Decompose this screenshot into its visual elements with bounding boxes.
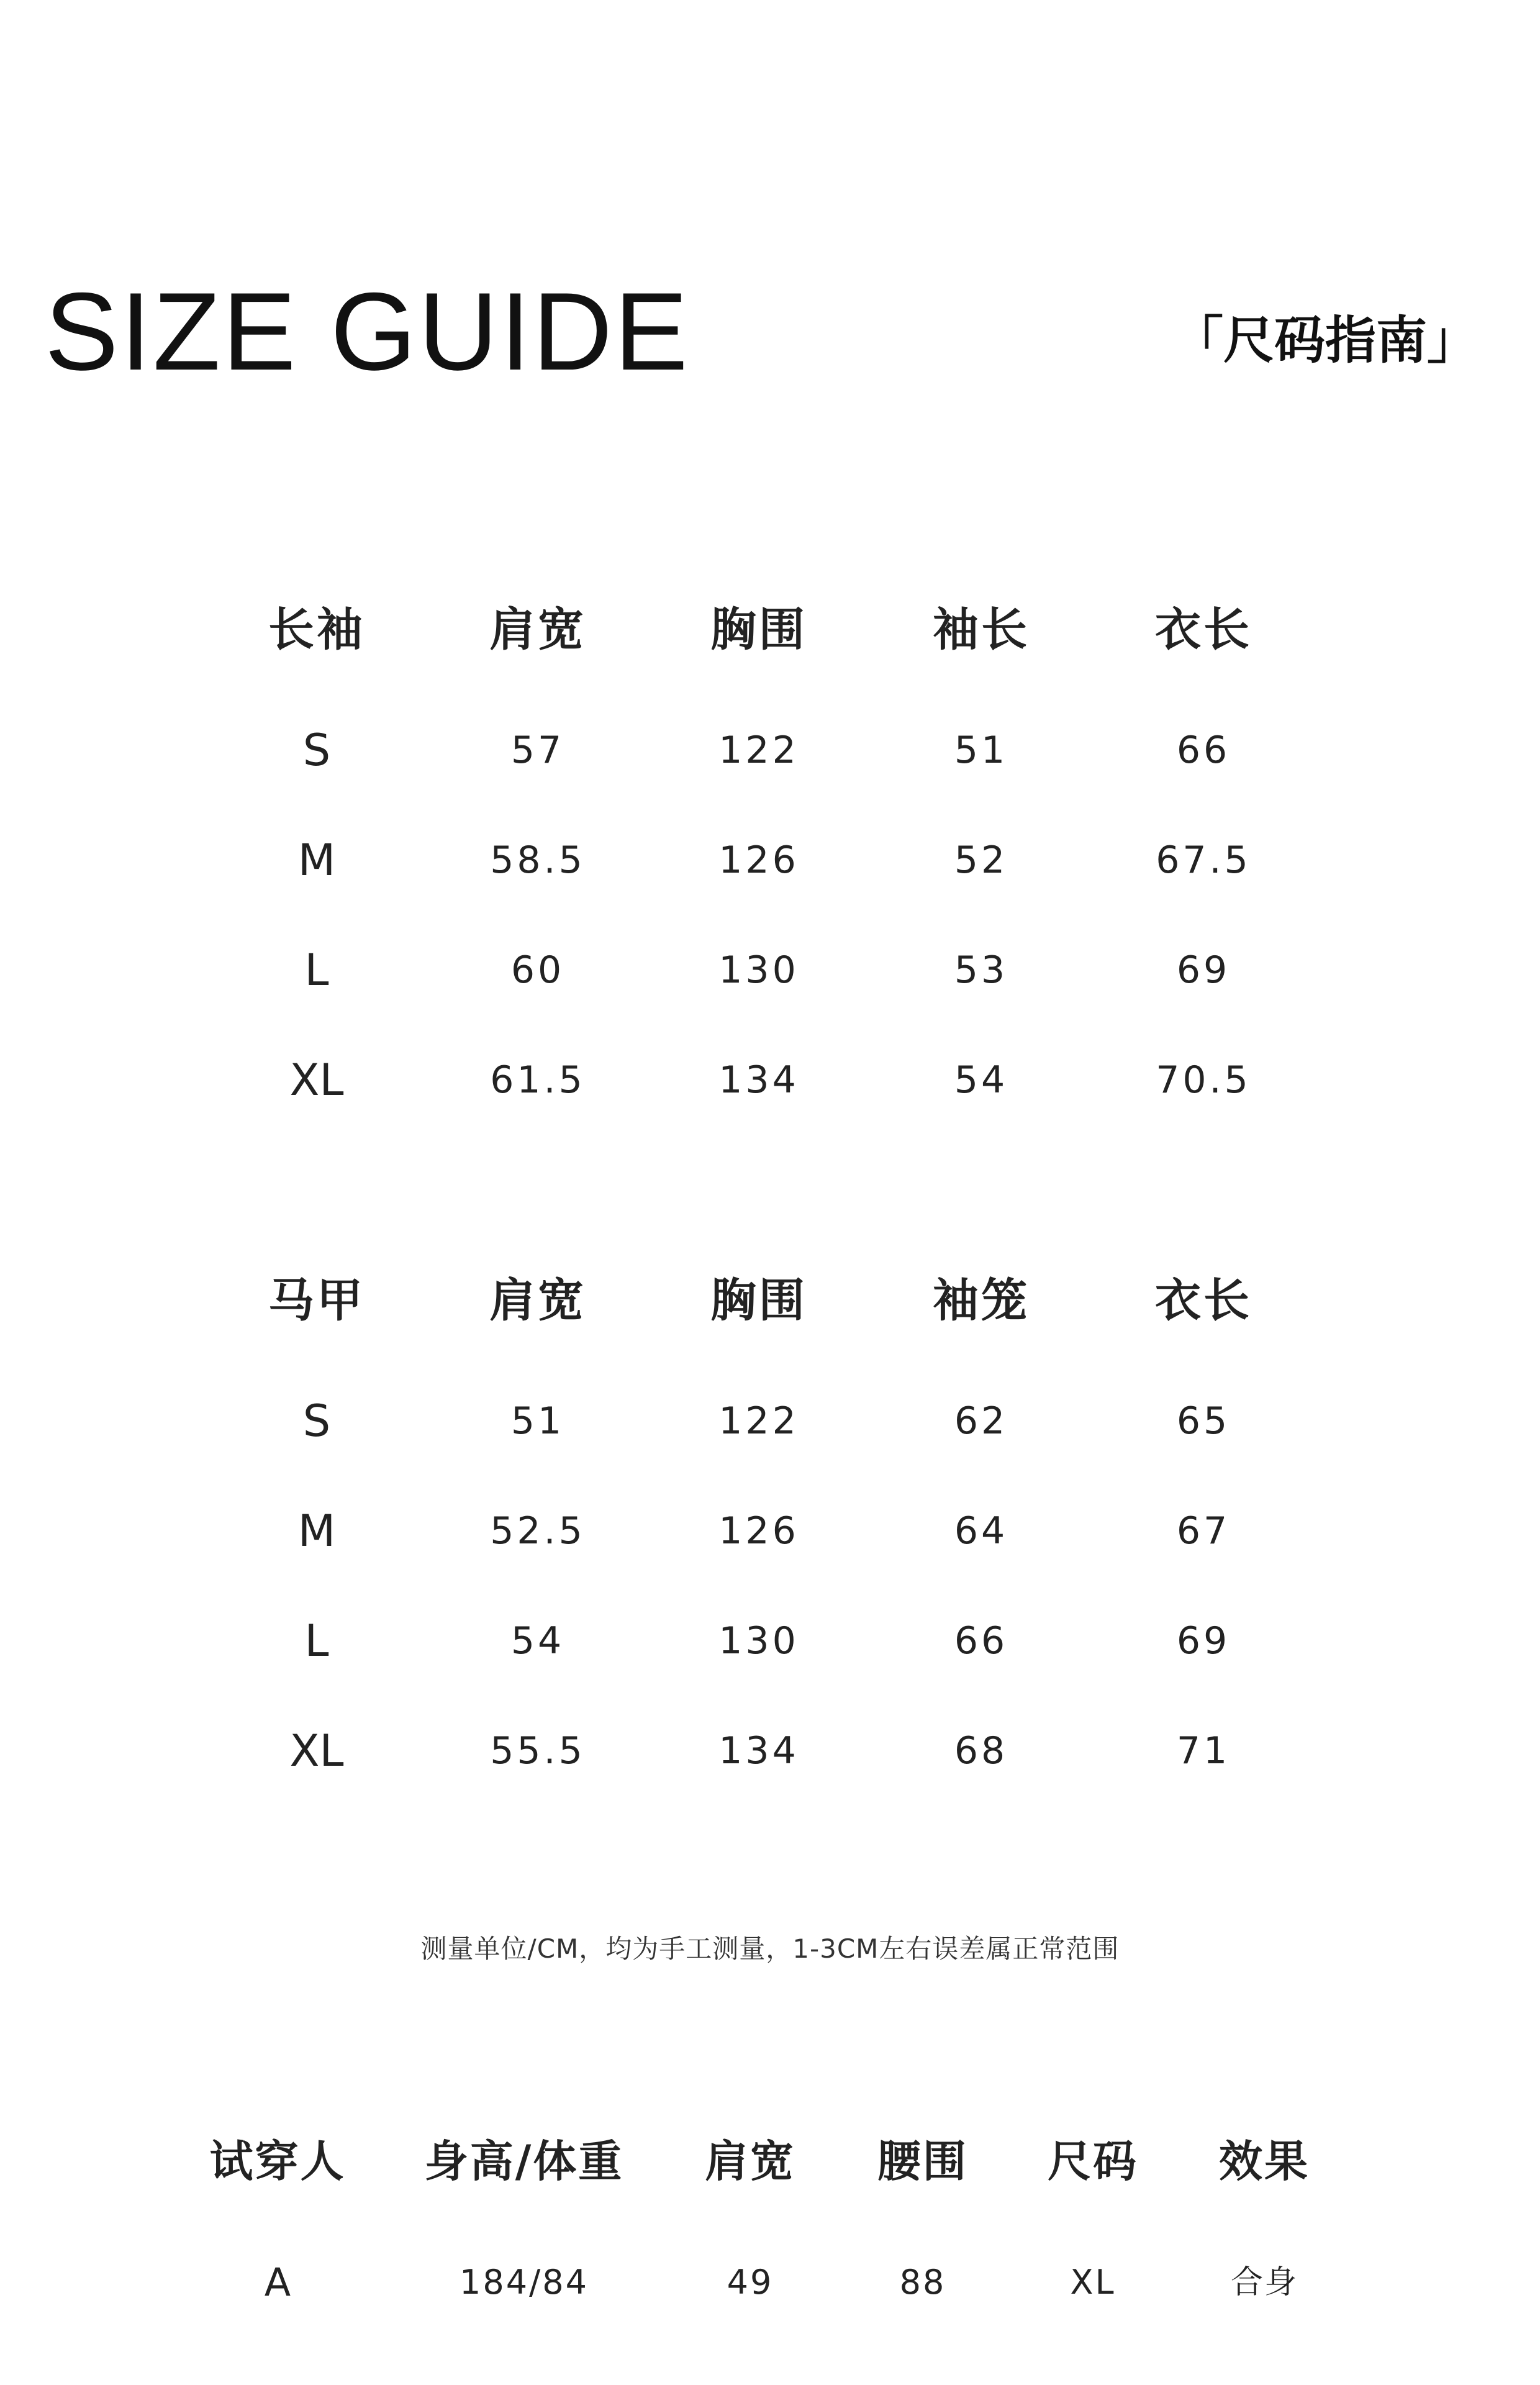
page-subtitle: 「尺码指南」 <box>1172 311 1478 370</box>
table-cell: 57 <box>510 729 565 772</box>
table-row <box>0 713 1540 788</box>
table-row <box>0 823 1540 897</box>
size-cell: S <box>302 1396 331 1447</box>
table-cell: 69 <box>1176 1619 1231 1663</box>
header-cell: 肩宽 <box>705 2136 795 2187</box>
table-cell: 184/84 <box>460 2263 589 2302</box>
header-cell: 衣长 <box>1155 1274 1252 1327</box>
table-header-row <box>0 593 1540 667</box>
table-cell: 66 <box>1176 729 1231 772</box>
header-cell: 衣长 <box>1155 603 1252 656</box>
table-cell: 130 <box>718 1619 799 1663</box>
size-cell: L <box>304 1615 329 1666</box>
table-row <box>0 1604 1540 1678</box>
header-cell: 袖长 <box>933 603 1030 656</box>
header-cell: 效果 <box>1219 2136 1310 2187</box>
header-cell: 马甲 <box>268 1274 365 1327</box>
table-row <box>0 1043 1540 1117</box>
header-cell: 身高/体重 <box>424 2136 624 2187</box>
table-cell: 51 <box>954 729 1008 772</box>
table-cell: 51 <box>510 1399 565 1443</box>
header-cell: 肩宽 <box>489 603 586 656</box>
table-cell: 54 <box>510 1619 565 1663</box>
table-cell: 69 <box>1176 948 1231 992</box>
measurement-note: 测量单位/CM，均为手工测量，1-3CM左右误差属正常范围 <box>420 1933 1120 1964</box>
header-cell: 肩宽 <box>489 1274 586 1327</box>
table-cell: 67.5 <box>1156 838 1251 882</box>
table-row <box>0 1494 1540 1568</box>
table-row <box>0 1384 1540 1458</box>
table-cell: 88 <box>899 2263 946 2302</box>
table-cell: 126 <box>718 1509 799 1553</box>
table-cell: 65 <box>1176 1399 1231 1443</box>
table-cell: 52.5 <box>490 1509 586 1553</box>
size-cell: M <box>297 835 336 886</box>
table-cell: 68 <box>954 1729 1008 1773</box>
size-cell: XL <box>289 1055 344 1106</box>
model-cell: A <box>264 2260 291 2305</box>
header-cell: 长袖 <box>268 603 365 656</box>
table-cell: 60 <box>510 948 565 992</box>
table-cell: 122 <box>718 729 799 772</box>
table-cell: 134 <box>718 1729 799 1773</box>
header-cell: 腰围 <box>877 2136 968 2187</box>
effect-cell: 合身 <box>1230 2264 1298 2301</box>
table-header-row <box>0 2124 1540 2199</box>
table-cell: 134 <box>718 1058 799 1102</box>
table-cell: 53 <box>954 948 1008 992</box>
table-row <box>0 1714 1540 1788</box>
table-cell: 52 <box>954 838 1008 882</box>
table-cell: 55.5 <box>490 1729 586 1773</box>
table-cell: 58.5 <box>490 838 586 882</box>
table-cell: 70.5 <box>1156 1058 1251 1102</box>
table-cell: 122 <box>718 1399 799 1443</box>
table-cell: 71 <box>1176 1729 1231 1773</box>
table-cell: 62 <box>954 1399 1008 1443</box>
header-cell: 袖笼 <box>933 1274 1030 1327</box>
header-cell: 胸围 <box>710 1274 807 1327</box>
table-cell: 64 <box>954 1509 1008 1553</box>
size-cell: M <box>297 1506 336 1556</box>
table-cell: 49 <box>727 2263 774 2302</box>
table-cell: 126 <box>718 838 799 882</box>
header-cell: 尺码 <box>1048 2136 1138 2187</box>
page-title: SIZE GUIDE <box>45 270 690 393</box>
table-cell: 130 <box>718 948 799 992</box>
size-cell: L <box>304 945 329 996</box>
header-cell: 胸围 <box>710 603 807 656</box>
header-cell: 试穿人 <box>209 2136 346 2187</box>
table-row <box>0 933 1540 1007</box>
table-cell: 67 <box>1176 1509 1231 1553</box>
table-cell: XL <box>1070 2263 1116 2302</box>
table-row <box>0 2245 1540 2320</box>
table-cell: 66 <box>954 1619 1008 1663</box>
table-cell: 61.5 <box>490 1058 586 1102</box>
size-cell: XL <box>289 1725 344 1776</box>
size-cell: S <box>302 725 331 776</box>
table-cell: 54 <box>954 1058 1008 1102</box>
table-header-row <box>0 1263 1540 1338</box>
